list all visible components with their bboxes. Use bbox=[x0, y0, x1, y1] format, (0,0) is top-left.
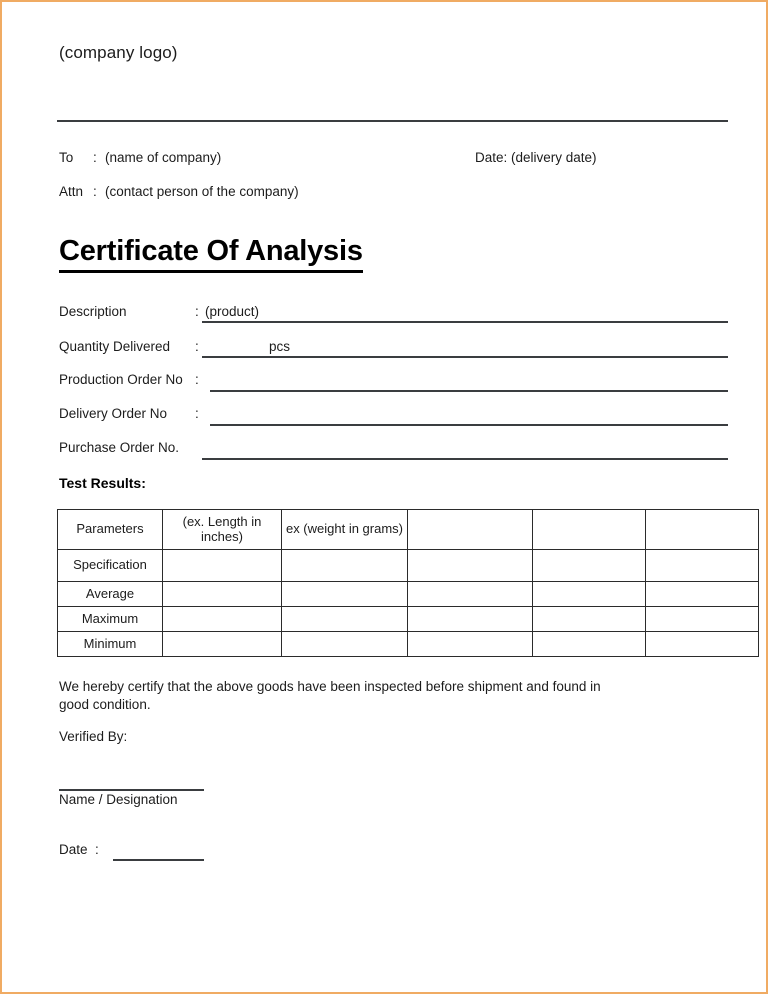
signature-line bbox=[59, 789, 204, 791]
table-header-text: Parameters bbox=[76, 522, 144, 537]
footer-date-fill-line bbox=[113, 859, 204, 861]
table-header-text: ex (weight in grams) bbox=[285, 522, 404, 537]
field-label: Quantity Delivered bbox=[59, 339, 171, 354]
table-row bbox=[58, 632, 759, 657]
attn-label: Attn bbox=[59, 184, 84, 199]
to-colon: : bbox=[93, 150, 97, 165]
table-cell[interactable] bbox=[282, 632, 408, 657]
table-header-cell bbox=[408, 510, 533, 550]
table-row-label: Minimum bbox=[58, 632, 163, 657]
table-cell[interactable] bbox=[646, 550, 759, 582]
field-underline[interactable] bbox=[202, 321, 728, 323]
table-row bbox=[58, 582, 759, 607]
field-label: Description bbox=[59, 304, 127, 319]
table-row-label: Maximum bbox=[58, 607, 163, 632]
footer-date-label: Date bbox=[59, 842, 88, 857]
test-results-heading: Test Results: bbox=[59, 475, 146, 491]
table-cell[interactable] bbox=[533, 607, 646, 632]
footer-date-colon: : bbox=[95, 842, 99, 857]
certification-statement: We hereby certify that the above goods have been inspected before shipment and found in good condition. bbox=[59, 679, 601, 713]
attn-value: (contact person of the company) bbox=[105, 184, 299, 199]
table-header-cell bbox=[533, 510, 646, 550]
footer-date-row bbox=[59, 842, 113, 857]
table-row bbox=[58, 607, 759, 632]
table-cell[interactable] bbox=[408, 632, 533, 657]
table-header-cell bbox=[646, 510, 759, 550]
table-header-cell bbox=[58, 510, 163, 550]
table-cell[interactable] bbox=[282, 607, 408, 632]
attn-row bbox=[59, 184, 299, 199]
field-label: Production Order No bbox=[59, 372, 183, 387]
field-underline[interactable] bbox=[202, 458, 728, 460]
table-header-row bbox=[58, 510, 759, 550]
field-underline[interactable] bbox=[202, 356, 728, 358]
to-row bbox=[59, 150, 221, 165]
table-row-label: Specification bbox=[58, 550, 163, 582]
table-cell[interactable] bbox=[646, 607, 759, 632]
table-cell[interactable] bbox=[533, 582, 646, 607]
table-header-text: (ex. Length in inches) bbox=[182, 514, 262, 544]
table-cell[interactable] bbox=[533, 632, 646, 657]
table-header-cell bbox=[282, 510, 408, 550]
signature-caption: Name / Designation bbox=[59, 792, 178, 807]
to-label: To bbox=[59, 150, 74, 165]
table-cell[interactable] bbox=[282, 550, 408, 582]
field-label: Delivery Order No bbox=[59, 406, 168, 421]
field-colon: : bbox=[195, 372, 199, 387]
table-cell[interactable] bbox=[646, 632, 759, 657]
table-cell[interactable] bbox=[163, 607, 282, 632]
delivery-date-text: Date: (delivery date) bbox=[475, 150, 597, 165]
table-row bbox=[58, 550, 759, 582]
field-underline[interactable] bbox=[210, 390, 728, 392]
page-inner bbox=[2, 2, 768, 994]
table-cell[interactable] bbox=[646, 582, 759, 607]
table-cell[interactable] bbox=[163, 550, 282, 582]
company-logo-placeholder: (company logo) bbox=[59, 43, 178, 62]
to-value: (name of company) bbox=[105, 150, 222, 165]
field-underline[interactable] bbox=[210, 424, 728, 426]
table-cell[interactable] bbox=[163, 632, 282, 657]
table-cell[interactable] bbox=[408, 607, 533, 632]
table-cell[interactable] bbox=[163, 582, 282, 607]
test-results-table bbox=[57, 509, 759, 657]
date-row-header bbox=[475, 150, 597, 165]
table-row-label: Average bbox=[58, 582, 163, 607]
attn-colon: : bbox=[93, 184, 97, 199]
field-colon: : bbox=[195, 406, 199, 421]
header-divider bbox=[57, 120, 728, 122]
table-cell[interactable] bbox=[282, 582, 408, 607]
field-value: (product) bbox=[205, 304, 260, 319]
field-colon: : bbox=[195, 339, 199, 354]
table-cell[interactable] bbox=[533, 550, 646, 582]
field-label: Purchase Order No. bbox=[59, 440, 180, 455]
verified-by-label: Verified By: bbox=[59, 729, 128, 744]
table-cell[interactable] bbox=[408, 582, 533, 607]
table-header-cell bbox=[163, 510, 282, 550]
page-title: Certificate Of Analysis bbox=[59, 236, 363, 273]
table-cell[interactable] bbox=[408, 550, 533, 582]
field-value: pcs bbox=[269, 339, 291, 354]
field-colon: : bbox=[195, 304, 199, 319]
